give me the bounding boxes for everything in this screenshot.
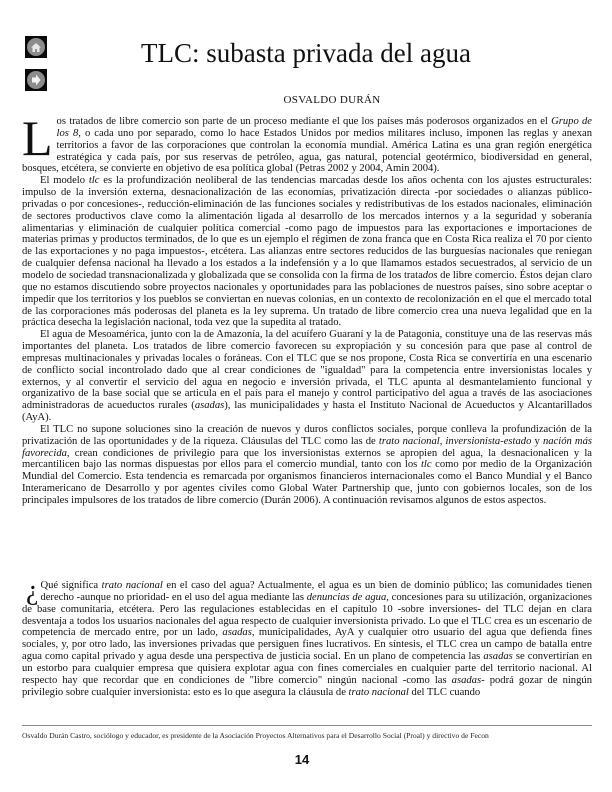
paragraph-3 — [22, 329, 592, 424]
text-run: - podrá gozar de ningún privilegio sobre cualquier inversionista: esto es lo que asegura la cláusula de — [22, 674, 592, 698]
italic-term: tlc — [88, 175, 100, 187]
text-run: , o cada uno por separado, como lo hace Estados Unidos por medios militares incluso, imponen las reglas y anexan territorios a favor de las corporaciones que controlan la economía mundial. América Latina es una gran región energética estratégica y cada país, por sus reservas de petróleo, agua, gas natural, potencial geotérmico, biodiversidad en general, bosques, etcétera, se convierte en objetivo de esa política global (Petras 2002 y 2004, Amin 2004). — [22, 127, 592, 175]
text-run: ), las municipalidades y hasta el Instituto Nacional de Acueductos y Alcantarillados (AyA). — [22, 400, 592, 424]
page-number: 14 — [294, 752, 310, 767]
italic-term: asadas — [451, 674, 482, 686]
article-title: TLC: subasta privada del agua — [141, 38, 471, 68]
italic-term: asadas — [483, 651, 513, 663]
text-run: El TLC no supone soluciones sino la creación de nuevos y duros conflictos sociales, porque conlleva la profundización de la privatización de las oportunidades y de la riqueza. Cláusulas del TLC como las de — [22, 423, 592, 447]
italic-term: dos — [422, 269, 438, 281]
drop-cap-question: ¿ — [26, 575, 39, 606]
italic-term: nación más favorecida — [22, 435, 592, 459]
arrow-right-icon — [27, 71, 45, 89]
text-run: como por medio de la Organización Mundial del Comercio. Esta tendencia es remarcada por organismos financieros internacionales como el Banco Mundial y el Banco Interamericano de Desarrollo y por agentes civiles como Global Water Partnership que, junto con gobiernos locales, son de los principales impulsores de los tratados de libre comercio (Durán 2006). A continuación revisamos algunos de estos aspectos. — [22, 459, 593, 506]
italic-term: denuncias de agua — [306, 591, 387, 603]
footnote-divider — [22, 725, 592, 726]
text-run: en el caso del agua? Actualmente, el agua es un bien de dominio público; las comunidades tienen derecho -aunque no prioridad- en el uso del agua mediante las — [40, 580, 592, 603]
author-footnote: Osvaldo Durán Castro, sociólogo y educador, es presidente de la Asociación Proyectos Alternativos para el Desarrollo Social (Proal) y directivo de Fecon — [22, 731, 489, 740]
text-run: El modelo — [40, 175, 89, 187]
paragraph-1 — [22, 110, 593, 175]
paragraph-2 — [22, 175, 592, 329]
paragraph-5 — [22, 575, 592, 698]
text-run: , crean condiciones de privilegio para que los inversionistas externos se apropien del agua, la desnacionalicen y la mercantilicen bajo las normas dispuestas por ellos para el comercio mundial, tanto con los — [22, 447, 592, 471]
next-page-button[interactable] — [25, 69, 47, 91]
italic-term: Grupo de los 8 — [56, 116, 593, 139]
italic-term: trato nacional — [101, 580, 163, 591]
text-run: Qué significa — [40, 580, 102, 591]
text-run: de libre comercio. Éstos dejan claro que no estamos discutiendo sobre proyectos nacionales y oportunidades para las poblaciones de nuestros países, sino sobre aceptar o impedir que los territorios y los pueblos se conviertan en nuevas colonias, en un contexto de recolonización en el que el mercado total de las corporaciones más poderosas del planeta es la ley suprema. Un tratado de libre comercio crea una nueva legalidad que en la práctica desecha la legislación nacional, toda vez que la supedita al tratado. — [22, 269, 592, 329]
text-run: del TLC cuando — [408, 686, 481, 698]
italic-term: trato nacional, inversionista-estado — [378, 435, 532, 447]
paragraph-4 — [22, 424, 592, 507]
article-body-continued — [22, 575, 592, 698]
text-run: es la profundización neoliberal de las tendencias marcadas desde los años ochenta con los ajustes estructurales: impulso de la inversión externa, desnacionalización de las economías, privatización directa -por sociedades o alianzas público-privadas o por concesiones-, reducción-eliminación de las funciones sociales y redistributivas de los estados nacionales, eliminación de sectores productivos clave como la alimentación ligada al desarrollo de los mercados internos y a la seguridad y soberanía alimentarias y eliminación de cualquier política comercial -como pago de impuestos para las exportaciones e importaciones de materias primas y productos terminados, de lo que es un ejemplo el régimen de zona franca que en Costa Rica realiza el 70 por ciento de las exportaciones y no paga impuestos-, etcétera. Las alianzas entre sectores reducidos de las burguesías nacionales que reniegan de cualquier defensa nacional ha llevado a los estados a la indefensión y a lo que llamamos estados secuestrados, al servicio de un modelo de sociedad transnacionalizada y globalizada que se consolida con la firma de los trata — [22, 175, 592, 281]
text-run: El agua de Mesoamérica, junto con la de Amazonía, la del acuífero Guaraní y la de Patagonia, constituye una de las reservas más importantes del planeta. Los tratados de libre comercio favorecen su expropiación y su concesión para que pase al control de empresas multinacionales y privadas locales o foráneas. Con el TLC que se nos propone, Costa Rica se convertiría en una escenario de conflicto social incontrolado dado que al crear condiciones de "igualdad" para la competencia entre inversionistas locales y externos, y al convertir el servicio del agua en negocio e inversión privada, el TLC apunta al desmantelamiento funcional y organizativo de la base social que se articula en el país para el manejo y control participativo del agua a través de las asociaciones administradoras de acueductos rurales ( — [22, 329, 592, 412]
text-run: y — [531, 435, 543, 447]
italic-term: trato nacional — [348, 686, 409, 698]
text-run: , concesiones para su utilización, organizaciones de base comunitaria, etcétera. Pero las regulaciones establecidas en el capítulo 10 -sobre inversiones- del TLC dejan en clara desventaja a todos los usuarios nacionales del agua respecto de cualquier inversionista privado. Lo que el TLC crea es un escenario de competencia de mercado entre, por un lado, — [22, 591, 592, 639]
article-body — [22, 110, 593, 507]
italic-term: asadas — [194, 400, 225, 412]
article-author: OSVALDO DURÁN — [283, 94, 381, 106]
italic-term: asadas — [222, 627, 252, 639]
text-run: , municipalidades, AyA y cualquier otro usuario del agua que defienda fines sociales, y, por otro lado, las inversiones privadas que persiguen fines lucrativos. En síntesis, el TLC crea un campo de batalla entre agua como capital privado y agua desde una perspectiva de justicia social. En un plano de competencia las — [22, 627, 592, 663]
text-run: se convertirían en un estorbo para cualquier empresa que quisiera explotar agua con fines comerciales en cualquier parte del territorio nacional. Al respecto hay que recordar que en condiciones de "libre comercio" ningún nacional -como las — [22, 651, 592, 686]
italic-term: tlc — [420, 459, 432, 471]
drop-cap: L — [22, 110, 53, 166]
text-run: os tratados de libre comercio son parte de un proceso mediante el que los países más poderosos organizados en el — [56, 116, 552, 127]
